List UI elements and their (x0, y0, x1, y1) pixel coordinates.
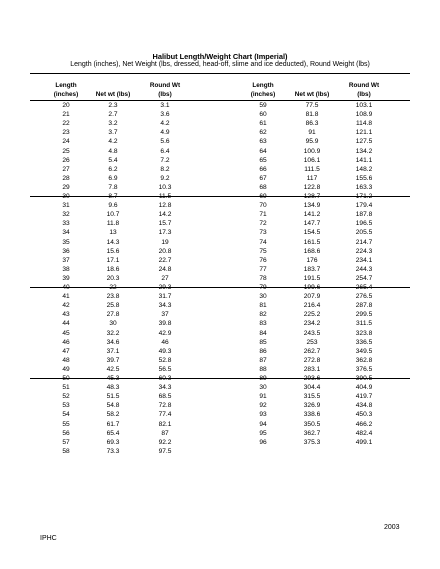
net-weight-cell: 69.3 (106, 438, 120, 446)
length-cell: 41 (62, 293, 70, 301)
length-cell: 75 (259, 247, 267, 255)
length-cell: 88 (259, 365, 267, 373)
net-weight-cell: 141.2 (303, 211, 321, 219)
length-cell: 49 (62, 365, 70, 373)
net-weight-cell: 134.9 (303, 202, 321, 210)
net-weight-cell: 25.8 (106, 302, 120, 310)
header-length-line1: Length (55, 82, 77, 89)
length-cell: 23 (62, 129, 70, 137)
right-table-row (0, 283, 440, 292)
round-weight-cell: 29.3 (158, 284, 172, 291)
length-cell: 25 (62, 147, 70, 155)
length-cell: 59 (259, 102, 267, 109)
net-weight-cell: 34.6 (106, 338, 120, 346)
round-weight-cell: 11.5 (158, 193, 172, 200)
round-weight-cell: 46 (161, 338, 169, 346)
length-cell: 69 (259, 193, 267, 200)
round-weight-cell: 34.3 (158, 384, 172, 392)
net-weight-cell: 7.8 (108, 183, 118, 191)
round-weight-cell: 234.1 (355, 256, 373, 264)
round-weight-cell: 77.4 (158, 411, 172, 419)
round-weight-cell: 187.8 (355, 211, 373, 219)
round-weight-cell: 15.7 (158, 220, 172, 228)
length-cell: 55 (62, 420, 70, 428)
length-cell: 85 (259, 338, 267, 346)
header-length-line1: Length (252, 82, 274, 89)
header-round-weight-line2: (lbs) (357, 90, 371, 98)
right-table-row (0, 374, 440, 383)
net-weight-cell: 304.4 (303, 384, 321, 392)
length-cell: 77 (259, 265, 267, 273)
right-table-row (0, 228, 440, 237)
round-weight-cell: 4.9 (160, 129, 170, 137)
round-weight-cell: 3.1 (160, 102, 170, 109)
round-weight-cell: 22.7 (158, 256, 172, 264)
length-cell: 81 (259, 302, 267, 310)
length-cell: 57 (62, 438, 70, 446)
length-cell: 45 (62, 329, 70, 337)
net-weight-cell: 234.2 (303, 320, 321, 328)
length-cell: 86 (259, 347, 267, 355)
length-cell: 91 (259, 393, 267, 401)
length-cell: 44 (62, 320, 70, 328)
net-weight-cell: 4.2 (108, 138, 118, 146)
right-table-row (0, 383, 440, 392)
right-table-row (0, 147, 440, 156)
right-table-row (0, 210, 440, 219)
right-table-row (0, 410, 440, 419)
net-weight-cell: 117 (306, 174, 318, 182)
length-cell: 71 (259, 211, 267, 219)
length-cell: 31 (62, 202, 70, 210)
round-weight-cell: 27 (161, 274, 169, 282)
round-weight-cell: 299.5 (355, 311, 373, 319)
net-weight-cell: 4.8 (108, 147, 118, 155)
round-weight-cell: 12.8 (158, 202, 172, 210)
length-cell: 22 (62, 120, 70, 128)
right-table-row (0, 356, 440, 365)
right-table-row (0, 438, 440, 447)
round-weight-cell: 6.4 (160, 147, 170, 155)
net-weight-cell: 39.7 (106, 356, 120, 364)
header-round-weight-line1: Round Wt (348, 82, 380, 89)
net-weight-cell: 362.7 (303, 429, 321, 437)
footer-year: 2003 (384, 524, 400, 531)
round-weight-cell: 434.8 (355, 402, 373, 410)
round-weight-cell: 3.6 (160, 111, 170, 119)
round-weight-cell: 121.1 (355, 129, 373, 137)
net-weight-cell: 176 (306, 256, 318, 264)
net-weight-cell: 2.7 (108, 111, 118, 119)
net-weight-cell: 3.2 (108, 120, 118, 128)
length-cell: 30 (259, 293, 267, 301)
round-weight-cell: 9.2 (160, 174, 170, 182)
round-weight-cell: 52.8 (158, 356, 172, 364)
length-cell: 34 (62, 229, 70, 237)
net-weight-cell: 61.7 (106, 420, 120, 428)
round-weight-cell: 10.3 (158, 183, 172, 191)
round-weight-cell: 311.5 (355, 320, 372, 328)
length-cell: 38 (62, 265, 70, 273)
net-weight-cell: 77.5 (305, 102, 319, 109)
round-weight-cell: 5.6 (160, 138, 170, 146)
net-weight-cell: 45.3 (106, 375, 120, 382)
net-weight-cell: 10.7 (106, 211, 120, 219)
round-weight-cell: 404.9 (355, 384, 373, 392)
net-weight-cell: 23.8 (106, 293, 120, 301)
net-weight-cell: 243.5 (303, 329, 321, 337)
net-weight-cell: 95.9 (305, 138, 319, 146)
right-table-row (0, 247, 440, 256)
round-weight-cell: 482.4 (355, 429, 373, 437)
length-cell: 94 (259, 420, 267, 428)
net-weight-cell: 8.7 (108, 193, 118, 200)
length-cell: 51 (62, 384, 70, 392)
length-cell: 65 (259, 156, 267, 164)
round-weight-cell: 31.7 (158, 293, 172, 301)
round-weight-cell: 19 (161, 238, 169, 246)
round-weight-cell: 265.4 (355, 284, 373, 291)
net-weight-cell: 283.1 (303, 365, 321, 373)
header-round-weight-line1: Round Wt (149, 82, 181, 89)
net-weight-cell: 81.8 (305, 111, 319, 119)
net-weight-cell: 6.9 (108, 174, 118, 182)
page-title: Halibut Length/Weight Chart (Imperial) (152, 52, 288, 61)
net-weight-cell: 2.3 (108, 102, 118, 109)
round-weight-cell: 4.2 (160, 120, 170, 128)
length-cell: 63 (259, 138, 267, 146)
length-cell: 53 (62, 402, 70, 410)
round-weight-cell: 72.8 (158, 402, 172, 410)
right-table-row (0, 110, 440, 119)
net-weight-cell: 54.8 (106, 402, 120, 410)
length-cell: 78 (259, 274, 267, 282)
net-weight-cell: 350.5 (303, 420, 321, 428)
round-weight-cell: 8.2 (160, 165, 170, 173)
round-weight-cell: 349.5 (355, 347, 373, 355)
net-weight-cell: 262.7 (303, 347, 321, 355)
round-weight-cell: 114.8 (355, 120, 372, 128)
round-weight-cell: 196.5 (355, 220, 373, 228)
length-cell: 70 (259, 202, 267, 210)
right-table-row (0, 338, 440, 347)
net-weight-cell: 253 (306, 338, 318, 346)
length-cell: 64 (259, 147, 267, 155)
round-weight-cell: 49.3 (158, 347, 172, 355)
length-cell: 62 (259, 129, 267, 137)
round-weight-cell: 376.5 (355, 365, 373, 373)
net-weight-cell: 6.2 (108, 165, 118, 173)
right-table-row (0, 319, 440, 328)
length-cell: 96 (259, 438, 267, 446)
round-weight-cell: 103.1 (355, 102, 373, 109)
net-weight-cell: 91 (308, 129, 316, 137)
net-weight-cell: 65.4 (106, 429, 120, 437)
net-weight-cell: 168.6 (303, 247, 321, 255)
right-table-row (0, 401, 440, 410)
length-cell: 24 (62, 138, 70, 146)
round-weight-cell: 39.8 (158, 320, 172, 328)
header-length-line2: (inches) (250, 90, 276, 98)
length-cell: 52 (62, 393, 70, 401)
length-cell: 79 (259, 284, 267, 291)
length-cell: 35 (62, 238, 70, 246)
length-cell: 28 (62, 174, 70, 182)
left-table-row (0, 447, 440, 456)
length-cell: 83 (259, 320, 267, 328)
length-cell: 36 (62, 247, 70, 255)
round-weight-cell: 87 (161, 429, 169, 437)
right-table-row (0, 292, 440, 301)
net-weight-cell: 27.8 (106, 311, 120, 319)
net-weight-cell: 161.5 (303, 238, 321, 246)
round-weight-cell: 171.2 (355, 193, 373, 200)
right-table-row (0, 347, 440, 356)
length-cell: 50 (62, 375, 70, 382)
right-table-row (0, 420, 440, 429)
length-cell: 43 (62, 311, 70, 319)
net-weight-cell: 315.5 (303, 393, 321, 401)
net-weight-cell: 13 (109, 229, 117, 237)
net-weight-cell: 18.6 (106, 265, 120, 273)
length-cell: 26 (62, 156, 70, 164)
length-cell: 95 (259, 429, 267, 437)
top-rule (30, 73, 410, 74)
round-weight-cell: 276.5 (355, 293, 373, 301)
round-weight-cell: 450.3 (355, 411, 373, 419)
net-weight-cell: 326.9 (303, 402, 321, 410)
right-table-row (0, 183, 440, 192)
right-table-row (0, 201, 440, 210)
round-weight-cell: 163.3 (355, 183, 373, 191)
length-cell: 42 (62, 302, 70, 310)
net-weight-cell: 5.4 (108, 156, 118, 164)
right-table-row (0, 274, 440, 283)
round-weight-cell: 24.8 (158, 265, 172, 273)
round-weight-cell: 56.5 (158, 365, 172, 373)
round-weight-cell: 466.2 (355, 420, 373, 428)
right-table-row (0, 192, 440, 201)
length-cell: 89 (259, 375, 267, 382)
round-weight-cell: 92.2 (158, 438, 172, 446)
round-weight-cell: 68.5 (158, 393, 172, 401)
round-weight-cell: 7.2 (160, 156, 170, 164)
length-cell: 68 (259, 183, 267, 191)
right-table-row (0, 137, 440, 146)
net-weight-cell: 128.7 (303, 193, 321, 200)
right-table-row (0, 329, 440, 338)
length-cell: 60 (259, 111, 267, 119)
net-weight-cell: 199.6 (303, 284, 321, 291)
net-weight-cell: 32.2 (106, 329, 120, 337)
round-weight-cell: 127.5 (355, 138, 373, 146)
right-table-row (0, 392, 440, 401)
right-table-row (0, 256, 440, 265)
right-table-row (0, 301, 440, 310)
length-cell: 33 (62, 220, 70, 228)
round-weight-cell: 499.1 (355, 438, 373, 446)
round-weight-cell: 20.8 (158, 247, 172, 255)
right-table-row (0, 365, 440, 374)
length-cell: 87 (259, 356, 267, 364)
length-cell: 61 (259, 120, 267, 128)
net-weight-cell: 15.6 (106, 247, 120, 255)
right-table-row (0, 174, 440, 183)
round-weight-cell: 17.3 (158, 229, 172, 237)
length-cell: 40 (62, 284, 70, 291)
length-cell: 30 (62, 193, 70, 200)
length-cell: 93 (259, 411, 267, 419)
round-weight-cell: 287.8 (355, 302, 373, 310)
net-weight-cell: 37.1 (106, 347, 120, 355)
right-table-row (0, 265, 440, 274)
length-cell: 66 (259, 165, 267, 173)
round-weight-cell: 37 (161, 311, 169, 319)
round-weight-cell: 60.3 (158, 375, 172, 382)
round-weight-cell: 34.3 (158, 302, 172, 310)
length-cell: 92 (259, 402, 267, 410)
round-weight-cell: 82.1 (158, 420, 172, 428)
length-cell: 32 (62, 211, 70, 219)
header-round-weight-line2: (lbs) (158, 90, 172, 98)
right-table-row (0, 101, 440, 110)
round-weight-cell: 244.3 (355, 265, 373, 273)
net-weight-cell: 338.6 (303, 411, 321, 419)
net-weight-cell: 111.5 (304, 165, 320, 173)
net-weight-cell: 216.4 (303, 302, 321, 310)
net-weight-cell: 100.9 (303, 147, 321, 155)
length-cell: 76 (259, 256, 267, 264)
round-weight-cell: 419.7 (355, 393, 373, 401)
round-weight-cell: 362.8 (355, 356, 373, 364)
length-cell: 82 (259, 311, 267, 319)
round-weight-cell: 148.2 (355, 165, 373, 173)
net-weight-cell: 293.6 (303, 375, 321, 382)
net-weight-cell: 14.3 (106, 238, 120, 246)
length-cell: 72 (259, 220, 267, 228)
length-cell: 29 (62, 183, 70, 191)
net-weight-cell: 191.5 (303, 274, 321, 282)
right-table-row (0, 310, 440, 319)
length-cell: 58 (62, 447, 70, 455)
round-weight-cell: 254.7 (355, 274, 373, 282)
net-weight-cell: 86.3 (305, 120, 319, 128)
round-weight-cell: 390.5 (355, 375, 373, 382)
net-weight-cell: 147.7 (303, 220, 321, 228)
length-cell: 21 (62, 111, 70, 119)
round-weight-cell: 14.2 (158, 211, 172, 219)
round-weight-cell: 179.4 (355, 202, 373, 210)
round-weight-cell: 336.5 (355, 338, 373, 346)
header-net-weight: Net wt (lbs) (294, 90, 330, 98)
length-cell: 73 (259, 229, 267, 237)
right-table-row (0, 165, 440, 174)
net-weight-cell: 20.3 (106, 274, 120, 282)
length-cell: 39 (62, 274, 70, 282)
net-weight-cell: 375.3 (303, 438, 321, 446)
length-cell: 47 (62, 347, 70, 355)
net-weight-cell: 17.1 (106, 256, 120, 264)
right-table-row (0, 128, 440, 137)
net-weight-cell: 183.7 (303, 265, 321, 273)
right-table-row (0, 219, 440, 228)
net-weight-cell: 58.2 (106, 411, 120, 419)
net-weight-cell: 30 (109, 320, 117, 328)
net-weight-cell: 9.6 (108, 202, 118, 210)
net-weight-cell: 272.8 (303, 356, 321, 364)
footer-organization: IPHC (40, 535, 57, 542)
right-table-row (0, 238, 440, 247)
round-weight-cell: 108.9 (355, 111, 373, 119)
header-net-weight: Net wt (lbs) (95, 90, 131, 98)
round-weight-cell: 224.3 (355, 247, 373, 255)
net-weight-cell: 48.3 (106, 384, 120, 392)
round-weight-cell: 155.6 (355, 174, 373, 182)
right-table-row (0, 156, 440, 165)
net-weight-cell: 42.5 (106, 365, 120, 373)
length-cell: 27 (62, 165, 70, 173)
net-weight-cell: 11.8 (106, 220, 120, 228)
round-weight-cell: 214.7 (355, 238, 373, 246)
net-weight-cell: 122.8 (303, 183, 321, 191)
net-weight-cell: 22 (109, 284, 117, 291)
round-weight-cell: 205.5 (355, 229, 373, 237)
length-cell: 20 (62, 102, 70, 109)
page-subtitle: Length (inches), Net Weight (lbs, dressed, head-off, slime and ice deducted), Round Weight (lbs) (70, 61, 370, 68)
right-table-row (0, 119, 440, 128)
round-weight-cell: 134.2 (355, 147, 373, 155)
round-weight-cell: 323.8 (355, 329, 373, 337)
length-cell: 67 (259, 174, 267, 182)
round-weight-cell: 42.9 (158, 329, 172, 337)
length-cell: 37 (62, 256, 70, 264)
length-cell: 54 (62, 411, 70, 419)
length-cell: 30 (259, 384, 267, 392)
length-cell: 46 (62, 338, 70, 346)
net-weight-cell: 225.2 (303, 311, 321, 319)
length-cell: 56 (62, 429, 70, 437)
length-cell: 84 (259, 329, 267, 337)
net-weight-cell: 106.1 (303, 156, 321, 164)
header-length-line2: (inches) (53, 90, 79, 98)
length-cell: 74 (259, 238, 267, 246)
net-weight-cell: 73.3 (106, 447, 120, 455)
length-cell: 48 (62, 356, 70, 364)
net-weight-cell: 51.5 (106, 393, 120, 401)
round-weight-cell: 97.5 (158, 447, 172, 455)
right-table-row (0, 429, 440, 438)
net-weight-cell: 154.5 (303, 229, 321, 237)
net-weight-cell: 207.9 (303, 293, 321, 301)
round-weight-cell: 141.1 (355, 156, 373, 164)
net-weight-cell: 3.7 (108, 129, 118, 137)
